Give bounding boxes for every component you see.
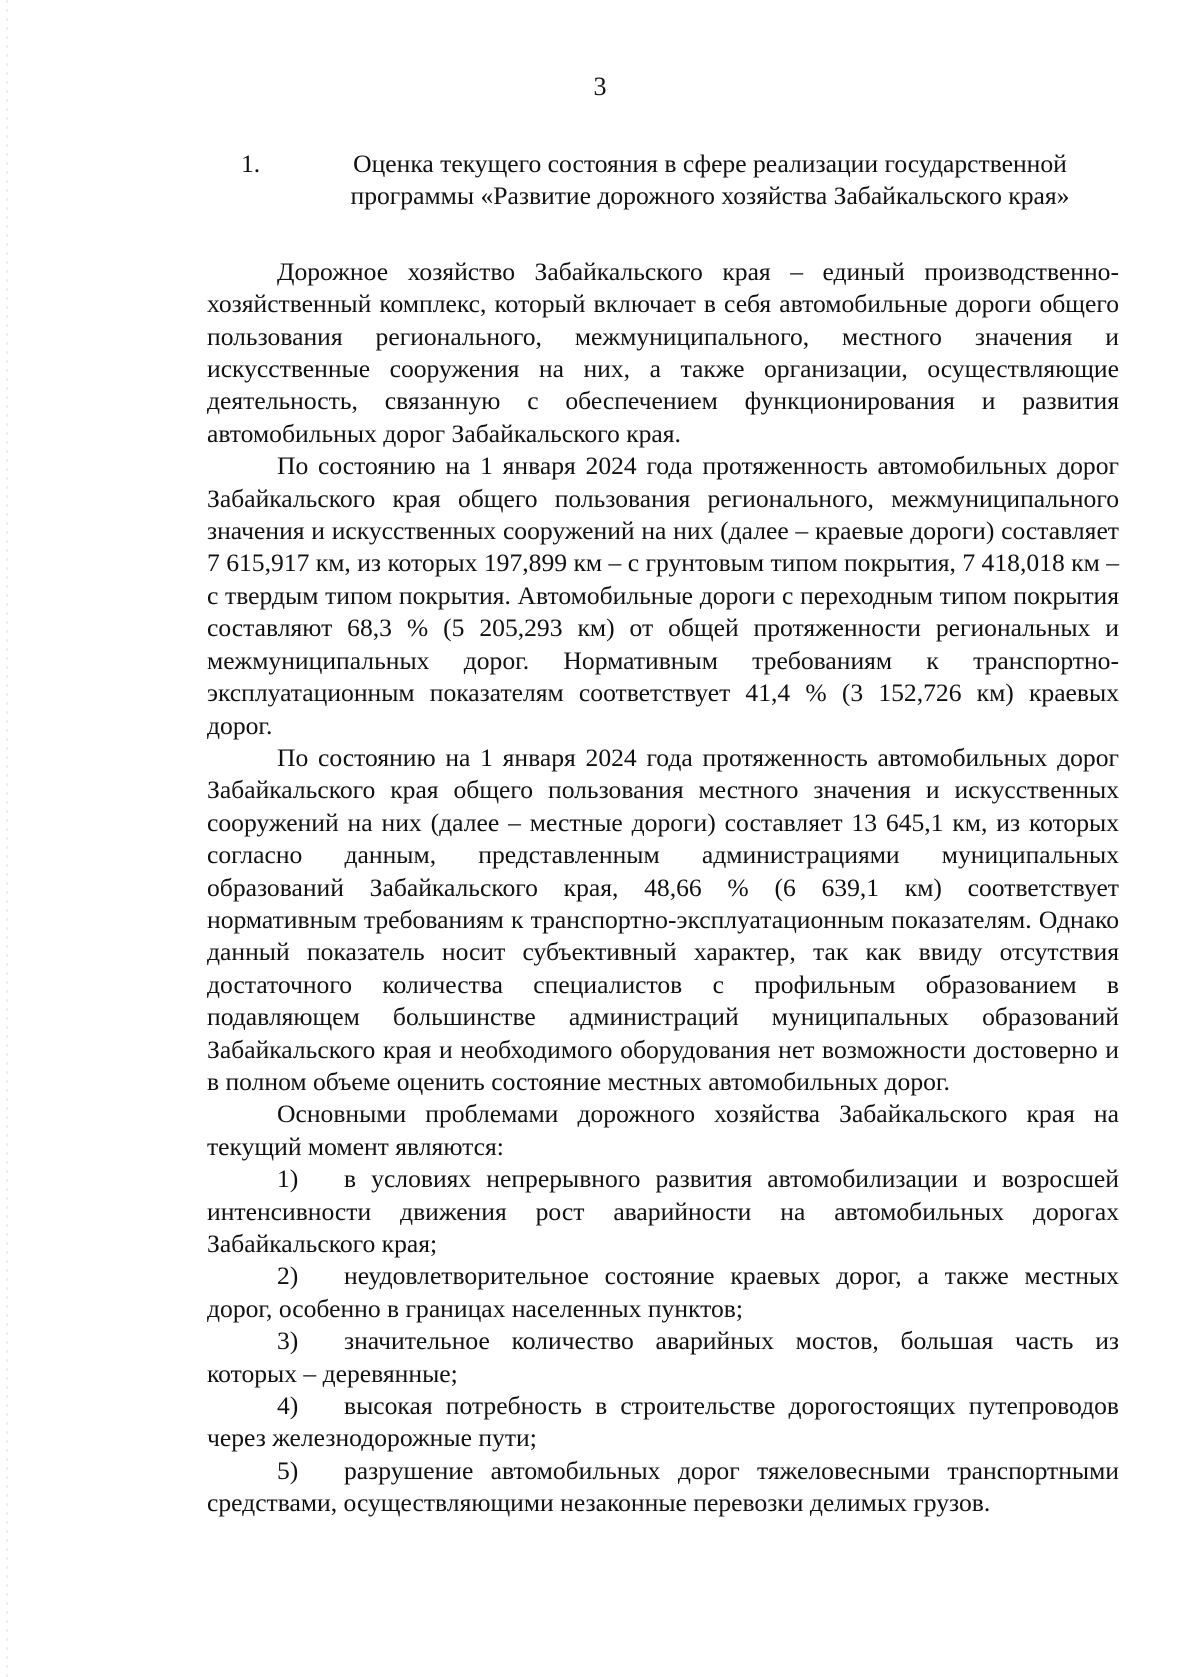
list-item-number: 1): [277, 1164, 299, 1194]
list-item-text: разрушение автомобильных дорог тяжеловесными транспортными средствами, осуществляющими незаконные перевозки делимых грузов.: [207, 1455, 1119, 1518]
page-number: 3: [593, 72, 607, 101]
list-item: [207, 1163, 1119, 1260]
scan-edge-artifact: [6, 0, 8, 1677]
heading-spacer: [207, 213, 1119, 256]
list-item-number: 3): [277, 1326, 299, 1356]
list-item: [207, 1455, 1119, 1520]
paragraph-problems-intro: Основными проблемами дорожного хозяйства Забайкальского края на текущий момент являются:: [207, 1099, 1119, 1161]
list-item: [207, 1325, 1119, 1390]
list-item-text: высокая потребность в строительстве дорогостоящих путепроводов через железнодорожные пути;: [207, 1391, 1119, 1453]
list-item-number: 4): [277, 1391, 299, 1421]
list-item-number: 2): [277, 1261, 299, 1291]
list-item-number: 5): [277, 1455, 299, 1485]
section-heading-number: 1.: [241, 149, 261, 178]
list-item-text: значительное количество аварийных мостов, большая часть из которых – деревянные;: [207, 1326, 1119, 1388]
list-item-text: в условиях непрерывного развития автомобилизации и возросшей интенсивности движения рост аварийности на автомобильных дорогах Забайкальского края;: [207, 1164, 1119, 1258]
list-item: [207, 1390, 1119, 1455]
section-heading: [207, 148, 1119, 213]
paragraph-road-economy: Дорожное хозяйство Забайкальского края – единый производственно-хозяйственный комплекс, который включает в себя автомобильные дороги общего пользования регионального, межмуниципального, местного значения и искусственные сооружения на них, а также организации, осуществляющие деятельность, связанную с обеспечением функционирования и развития автомобильных дорог Забайкальского края.: [207, 256, 1119, 448]
section-heading-title: Оценка текущего состояния в сфере реализации государственной программы «Развитие дорожного хозяйства Забайкальского края»: [350, 149, 1070, 211]
document-body: [207, 148, 1119, 1520]
paragraph-local-roads: По состоянию на 1 января 2024 года протяженность автомобильных дорог Забайкальского края общего пользования местного значения и искусственных сооружений на них (далее – местные дороги) составляет 13 645,1 км, из которых согласно данным, представленным администрациями муниципальных образований Забайкальского края, 48,66 % (6 639,1 км) соответствует нормативным требованиям к транспортно-эксплуатационным показателям. Однако данный показатель носит субъективный характер, так как ввиду отсутствия достаточного количества специалистов с профильным образованием в подавляющем большинстве администраций муниципальных образований Забайкальского края и необходимого оборудования нет возможности достоверно и в полном объеме оценить состояние местных автомобильных дорог.: [207, 742, 1119, 1096]
list-item-text: неудовлетворительное состояние краевых дорог, а также местных дорог, особенно в границах населенных пунктов;: [207, 1261, 1119, 1323]
list-item: [207, 1260, 1119, 1325]
paragraph-regional-roads: По состоянию на 1 января 2024 года протяженность автомобильных дорог Забайкальского края общего пользования регионального, межмуниципального значения и искусственных сооружений на них (далее – краевые дороги) составляет 7 615,917 км, из которых 197,899 км – с грунтовым типом покрытия, 7 418,018 км – с твердым типом покрытия. Автомобильные дороги с переходным типом покрытия составляют 68,3 % (5 205,293 км) от общей протяженности региональных и межмуниципальных дорог. Нормативным требованиям к транспортно-эксплуатационным показателям соответствует 41,4 % (3 152,726 км) краевых дорог.: [207, 451, 1119, 740]
